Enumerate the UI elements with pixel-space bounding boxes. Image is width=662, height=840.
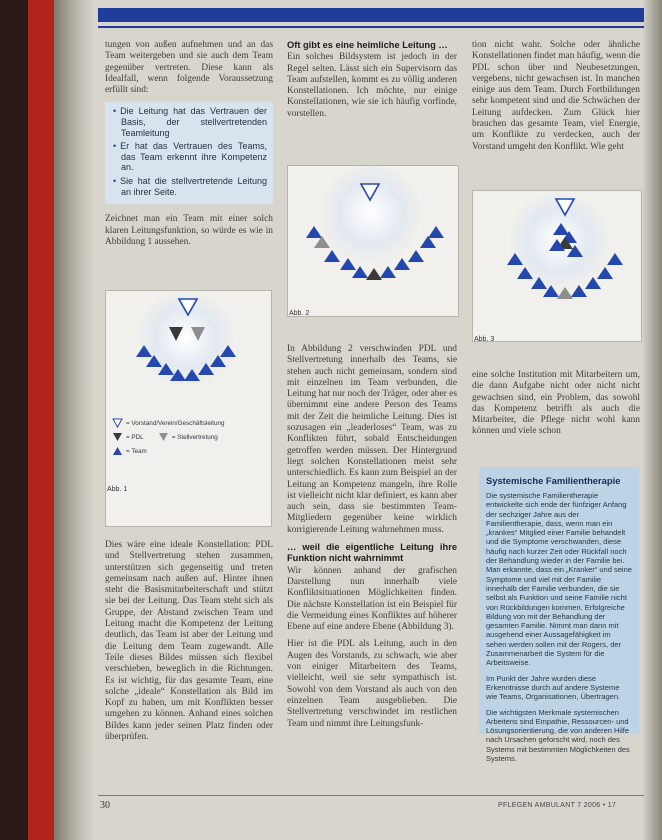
header-bar	[98, 8, 644, 22]
col2-p2: In Abbildung 2 verschwinden PDL und Stellvertretung innerhalb des Teams, sie stehen auch nicht gemeinsam, sondern sind mit einzelnen im Team verbunden, die Leitung hat nur noch der Träger, oder aber es übernimmt eine andere Person des Teams mit der Zeit die heimliche Leitung. Dies ist sozusagen ein „leaderloses“ Team, was zu Konflikten führt, sobald Entscheidungen getroffen werden müssen. Der Hintergrund liegt solchen Konstellationen meist sehr unterschiedlich. Es kann zum Beispiel an der Leitung an Kompetenz mangeln, ihre Rolle ist vielleicht nicht klar definiert, es kann aber auch sein, dass sie bestimmten Team-Mitgliedern gegenüber keine wirklich korrigierende Leitung wahrnehmen muss.	[287, 344, 457, 535]
info-box-title: Systemische Familientherapie	[486, 475, 621, 486]
figure-1-label: Abb. 1	[107, 486, 128, 493]
legend-pdl-icon	[112, 432, 123, 442]
col1-intro: tungen von außen aufnehmen und an das Team weitergeben und sie auch dem Team gegenüber vertreten. Diese kann als Idealfall, wenn folgende Voraussetzung erfüllt sind:	[105, 40, 273, 96]
col2-p1: Ein solches Bildsystem ist jedoch in der Regel selten. Lässt sich ein Supervisorn das Team aufstellen, kommt es zu völlig anderen Konstellationen. Ich möchte, nur einige Konstellationen, wie sie ich häufig vorfinde, vorstellen.	[287, 52, 457, 119]
figure-2-diagram	[288, 166, 458, 316]
figure-3-diagram	[473, 191, 641, 341]
figure-3	[472, 190, 642, 342]
col2-p4: Hier ist die PDL als Leitung, auch in den Augen des Vorstands, zu schwach, wie aber von einiger Mitarbeitern des Teams, vielleicht, weil sie sehr sympathisch ist. Sowohl von dem Vorstand als auch von den einzelnen Team ausgeblieben. Die Stellvertretung verschwindet im restlichen Team und nimmt ihre Leitungsfunk-	[287, 639, 457, 729]
legend-team-icon	[112, 446, 123, 456]
legend-text: = Vorstand/Verein/Geschäftsleitung	[126, 419, 225, 427]
legend-row	[112, 416, 267, 430]
page-number: 30	[100, 800, 110, 811]
legend-row	[112, 444, 267, 458]
legend-row	[112, 430, 267, 444]
figure-3-label: Abb. 3	[474, 336, 495, 343]
info-box-systemische-familientherapie	[479, 467, 639, 764]
figure-2-label: Abb. 2	[289, 310, 310, 317]
col1-after: Dies wäre eine ideale Konstellation: PDL und Stellvertretung stehen zusammen, unterstützen sich gegenseitig und treten gemeinsam nach außen auf. Hinter ihnen steht die Basismitarbeiterschaft und stützt sie bei der Leitung. Das Team steht sich als Gruppe, der Abstand zwischen Team und Leitung macht die Kompetenz der Leitung deutlich, das Team ist aber der Leitung und die Leitung dem Team zugewandt. Alle Teile dieses Bildes müssen sich flexibel verschieben, beweglich in die Richtungen. Es ist wichtig, für das gesamte Team, eine solche „ideale“ Konstellation als Bild im Kopf zu haben, um mit Konflikten besser umgehen zu können. Anhand eines solchen Bildes kann jeder seinen Platz finden oder überprüfen.	[105, 540, 273, 743]
team-triangle	[306, 226, 322, 238]
figure-1-diagram	[106, 291, 271, 416]
legend-text: = PDL	[126, 433, 144, 441]
col3-p2: eine solche Institution mit Mitarbeitern um, die dann Aufgabe nicht oder nicht nicht gewachsen sind, ein Problem, das sowohl das Kompetenz betrifft als auch die Mitarbeiter, die Pflege nicht wohl kann können und viele schon	[472, 370, 640, 437]
legend-vorstand-icon	[112, 418, 123, 428]
footer-rule	[98, 795, 644, 796]
column-1	[105, 40, 273, 254]
section-heading: … weil die eigentliche Leitung ihre Funktion nicht wahrnimmt	[287, 542, 457, 564]
col3-p1: tion nicht wahr. Solche oder ähnliche Konstellationen findet man häufig, wenn die PDL schon über und Neubesetzungen, vergebens, nicht gewachsen ist. In manchen einige aus dem Team. Durch Fortbildungen sehr kompetent sind und die Schwächen der Leitung aufdecken. Zum Glück hier brauchen das gesamte Team, viel Energie, um Konflikte zu verdecken, auch der Vorstand umgeht den Konflikt. Wie geht	[472, 40, 640, 152]
column-1-lower	[105, 540, 273, 749]
team-triangle	[428, 226, 444, 238]
legend-text: = Stellvertretung	[171, 433, 218, 441]
info-box-text: Die wichtigsten Merkmale systemischen Arbeitens sind Empathie, Ressourcen- und Lösungsorientierung, die von anderen Hilfe nach Ursachen geforscht wird, noch des Systems mit bestimmten Möglichkeiten des Systems.	[486, 707, 630, 764]
column-3	[472, 40, 640, 159]
legend-stellvertretung-icon	[158, 432, 169, 442]
bullet-item: • Sie hat die stellvertretende Leitung an ihrer Seite.	[111, 176, 267, 197]
section-heading: Oft gibt es eine heimliche Leitung …	[287, 40, 448, 50]
col2-p3: Wir können anhand der grafischen Darstellung nun innerhalb viele Konfliktsituationen Möglichkeiten finden. Die nächste Konstellation ist ein Beispiel für die Vermeidung eines Konfliktes auf höherer Ebene auf eine andere Ebene (Abbildung 3).	[287, 565, 457, 633]
highlight-box	[105, 102, 273, 204]
gutter-shadow	[54, 0, 94, 840]
journal-footer: PFLEGEN AMBULANT 7 2006 • 17	[498, 802, 617, 809]
col1-outro: Zeichnet man ein Team mit einer solch klaren Leitungsfunktion, so würde es wie in Abbildung 1 aussehen.	[105, 214, 273, 247]
right-edge-shadow	[642, 0, 662, 840]
figure-legend	[112, 416, 267, 458]
column-3-lower	[472, 370, 640, 444]
book-spine	[0, 0, 28, 840]
column-2-lower	[287, 344, 457, 736]
column-2	[287, 40, 457, 126]
red-cover-edge	[28, 0, 54, 840]
info-box-text: Im Punkt der Jahre wurden diese Erkenntnisse durch auf andere Systeme wie Teams, Organisationen, Übertragen.	[486, 673, 621, 702]
legend-text: = Team	[126, 447, 147, 455]
bullet-item: • Die Leitung hat das Vertrauen der Basis, der stellvertretenden Teamleitung	[111, 106, 267, 138]
figure-2	[287, 165, 459, 317]
info-box-text: Die systemische Familientherapie entwickelte sich ende der fünfziger Anfang der sechziger Jahre aus der Familientherapie, dass, wenn man ein „krankes“ Mitglied einer Familie behandelt und die Symptome verschwanden, diese häufig nach kurzer Zeit oder Rückfall noch der Behandlung wieder in der Familie bei. Man erkannte, dass ein „Kranker“ und seine Symptome und viel mit der Familie innerhalb der Familie verbunden, die sie selbst als Funktion und seine Familie nicht von Rückbildungen kommen. Erfolgreiche Bildung von mit der Behandlung der gesamten Familie. Nimmt man dann mit ausgehend einer Aussagefähigkeit im sehen werden sollen mit der Rogers, der Zusammenarbeit die System für die Arbeitsweise.	[486, 491, 632, 668]
header-thin-rule	[98, 26, 644, 28]
bullet-item: • Er hat das Vertrauen des Teams, das Team erkennt ihre Kompetenz an.	[111, 141, 267, 173]
figure-1	[105, 290, 272, 527]
